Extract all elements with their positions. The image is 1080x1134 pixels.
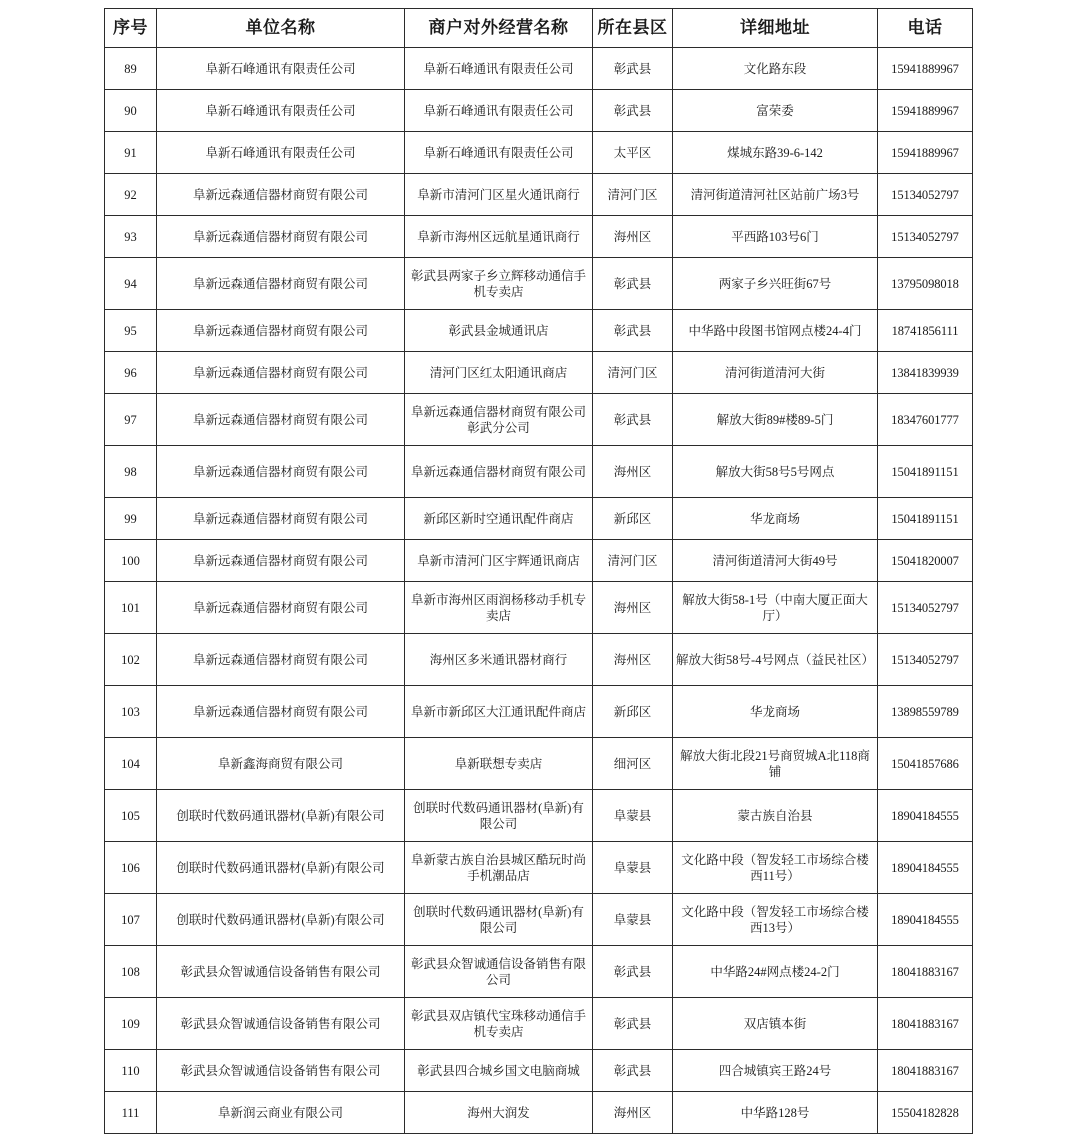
table-row [105, 540, 973, 582]
cell-unit: 彰武县众智诚通信设备销售有限公司 [157, 946, 405, 998]
table-row [105, 582, 973, 634]
column-header-unit: 单位名称 [157, 9, 405, 48]
cell-trade: 阜新远森通信器材商贸有限公司彰武分公司 [405, 394, 593, 446]
cell-county: 海州区 [593, 446, 673, 498]
table-header-row [105, 9, 973, 48]
table-row [105, 686, 973, 738]
cell-county: 彰武县 [593, 394, 673, 446]
cell-phone: 15041891151 [878, 498, 973, 540]
cell-address: 文化路中段（智发轻工市场综合楼西11号） [673, 842, 878, 894]
cell-seq: 104 [105, 738, 157, 790]
cell-phone: 13841839939 [878, 352, 973, 394]
cell-phone: 18041883167 [878, 1050, 973, 1092]
cell-seq: 101 [105, 582, 157, 634]
cell-phone: 15041891151 [878, 446, 973, 498]
cell-phone: 15041857686 [878, 738, 973, 790]
cell-address: 中华路中段图书馆网点楼24-4门 [673, 310, 878, 352]
cell-unit: 阜新鑫海商贸有限公司 [157, 738, 405, 790]
cell-unit: 阜新远森通信器材商贸有限公司 [157, 352, 405, 394]
cell-county: 彰武县 [593, 310, 673, 352]
cell-address: 文化路中段（智发轻工市场综合楼西13号） [673, 894, 878, 946]
cell-unit: 阜新远森通信器材商贸有限公司 [157, 258, 405, 310]
table-row [105, 90, 973, 132]
cell-unit: 阜新远森通信器材商贸有限公司 [157, 540, 405, 582]
cell-unit: 创联时代数码通讯器材(阜新)有限公司 [157, 842, 405, 894]
table-row [105, 48, 973, 90]
cell-unit: 阜新远森通信器材商贸有限公司 [157, 446, 405, 498]
cell-phone: 18041883167 [878, 946, 973, 998]
cell-seq: 96 [105, 352, 157, 394]
cell-seq: 102 [105, 634, 157, 686]
cell-phone: 15134052797 [878, 634, 973, 686]
cell-phone: 15941889967 [878, 48, 973, 90]
cell-unit: 彰武县众智诚通信设备销售有限公司 [157, 1050, 405, 1092]
cell-phone: 15134052797 [878, 174, 973, 216]
cell-address: 富荣委 [673, 90, 878, 132]
table-row [105, 310, 973, 352]
cell-seq: 94 [105, 258, 157, 310]
cell-address: 文化路东段 [673, 48, 878, 90]
cell-seq: 105 [105, 790, 157, 842]
cell-unit: 阜新石峰通讯有限责任公司 [157, 90, 405, 132]
cell-trade: 彰武县双店镇代宝珠移动通信手机专卖店 [405, 998, 593, 1050]
table-header [105, 9, 973, 48]
cell-unit: 阜新远森通信器材商贸有限公司 [157, 498, 405, 540]
cell-unit: 阜新远森通信器材商贸有限公司 [157, 394, 405, 446]
cell-county: 阜蒙县 [593, 842, 673, 894]
cell-phone: 15134052797 [878, 582, 973, 634]
cell-trade: 阜新石峰通讯有限责任公司 [405, 90, 593, 132]
cell-seq: 99 [105, 498, 157, 540]
cell-unit: 阜新远森通信器材商贸有限公司 [157, 686, 405, 738]
cell-county: 彰武县 [593, 90, 673, 132]
cell-county: 彰武县 [593, 48, 673, 90]
cell-seq: 109 [105, 998, 157, 1050]
cell-unit: 创联时代数码通讯器材(阜新)有限公司 [157, 894, 405, 946]
cell-phone: 18741856111 [878, 310, 973, 352]
registry-table-container [104, 8, 972, 1134]
cell-county: 海州区 [593, 1092, 673, 1134]
cell-unit: 阜新远森通信器材商贸有限公司 [157, 582, 405, 634]
cell-trade: 阜新联想专卖店 [405, 738, 593, 790]
table-row [105, 998, 973, 1050]
cell-phone: 15041820007 [878, 540, 973, 582]
cell-phone: 15941889967 [878, 90, 973, 132]
cell-seq: 103 [105, 686, 157, 738]
table-row [105, 352, 973, 394]
table-row [105, 634, 973, 686]
table-row [105, 174, 973, 216]
cell-phone: 18904184555 [878, 790, 973, 842]
cell-address: 解放大街89#楼89-5门 [673, 394, 878, 446]
cell-county: 彰武县 [593, 946, 673, 998]
cell-seq: 91 [105, 132, 157, 174]
cell-address: 两家子乡兴旺街67号 [673, 258, 878, 310]
cell-phone: 18904184555 [878, 842, 973, 894]
cell-trade: 清河门区红太阳通讯商店 [405, 352, 593, 394]
cell-phone: 18041883167 [878, 998, 973, 1050]
cell-address: 双店镇本街 [673, 998, 878, 1050]
cell-county: 新邱区 [593, 686, 673, 738]
table-row [105, 790, 973, 842]
cell-trade: 阜新石峰通讯有限责任公司 [405, 48, 593, 90]
cell-seq: 100 [105, 540, 157, 582]
table-row [105, 446, 973, 498]
cell-address: 清河街道清河社区站前广场3号 [673, 174, 878, 216]
cell-seq: 97 [105, 394, 157, 446]
cell-unit: 阜新远森通信器材商贸有限公司 [157, 634, 405, 686]
cell-address: 清河街道清河大街49号 [673, 540, 878, 582]
cell-county: 细河区 [593, 738, 673, 790]
cell-county: 海州区 [593, 582, 673, 634]
cell-trade: 阜新远森通信器材商贸有限公司 [405, 446, 593, 498]
cell-address: 华龙商场 [673, 686, 878, 738]
cell-seq: 106 [105, 842, 157, 894]
table-row [105, 258, 973, 310]
cell-trade: 新邱区新时空通讯配件商店 [405, 498, 593, 540]
cell-trade: 阜新市清河门区星火通讯商行 [405, 174, 593, 216]
cell-county: 海州区 [593, 634, 673, 686]
cell-seq: 90 [105, 90, 157, 132]
cell-trade: 创联时代数码通讯器材(阜新)有限公司 [405, 790, 593, 842]
cell-seq: 98 [105, 446, 157, 498]
cell-county: 彰武县 [593, 998, 673, 1050]
cell-phone: 15941889967 [878, 132, 973, 174]
cell-trade: 阜新市新邱区大江通讯配件商店 [405, 686, 593, 738]
cell-trade: 阜新市清河门区宇辉通讯商店 [405, 540, 593, 582]
cell-trade: 阜新石峰通讯有限责任公司 [405, 132, 593, 174]
cell-unit: 阜新石峰通讯有限责任公司 [157, 48, 405, 90]
cell-unit: 阜新远森通信器材商贸有限公司 [157, 174, 405, 216]
cell-trade: 阜新蒙古族自治县城区酷玩时尚手机潮品店 [405, 842, 593, 894]
cell-seq: 95 [105, 310, 157, 352]
registry-table [104, 8, 973, 1134]
table-row [105, 946, 973, 998]
cell-phone: 18347601777 [878, 394, 973, 446]
table-body [105, 48, 973, 1134]
cell-trade: 彰武县两家子乡立辉移动通信手机专卖店 [405, 258, 593, 310]
cell-unit: 创联时代数码通讯器材(阜新)有限公司 [157, 790, 405, 842]
cell-phone: 15504182828 [878, 1092, 973, 1134]
cell-address: 华龙商场 [673, 498, 878, 540]
cell-county: 清河门区 [593, 352, 673, 394]
cell-seq: 93 [105, 216, 157, 258]
table-row [105, 498, 973, 540]
table-row [105, 216, 973, 258]
cell-trade: 阜新市海州区远航星通讯商行 [405, 216, 593, 258]
cell-phone: 15134052797 [878, 216, 973, 258]
cell-phone: 13898559789 [878, 686, 973, 738]
cell-address: 中华路24#网点楼24-2门 [673, 946, 878, 998]
cell-address: 中华路128号 [673, 1092, 878, 1134]
cell-seq: 108 [105, 946, 157, 998]
cell-address: 平西路103号6门 [673, 216, 878, 258]
cell-seq: 110 [105, 1050, 157, 1092]
cell-address: 蒙古族自治县 [673, 790, 878, 842]
cell-unit: 阜新石峰通讯有限责任公司 [157, 132, 405, 174]
column-header-trade: 商户对外经营名称 [405, 9, 593, 48]
cell-county: 彰武县 [593, 1050, 673, 1092]
cell-unit: 阜新远森通信器材商贸有限公司 [157, 216, 405, 258]
cell-county: 太平区 [593, 132, 673, 174]
cell-county: 海州区 [593, 216, 673, 258]
cell-county: 清河门区 [593, 174, 673, 216]
cell-unit: 彰武县众智诚通信设备销售有限公司 [157, 998, 405, 1050]
cell-county: 清河门区 [593, 540, 673, 582]
cell-county: 阜蒙县 [593, 894, 673, 946]
cell-county: 阜蒙县 [593, 790, 673, 842]
table-row [105, 1092, 973, 1134]
cell-address: 解放大街58号-4号网点（益民社区） [673, 634, 878, 686]
cell-trade: 彰武县众智诚通信设备销售有限公司 [405, 946, 593, 998]
cell-county: 彰武县 [593, 258, 673, 310]
cell-address: 解放大街58号5号网点 [673, 446, 878, 498]
table-row [105, 394, 973, 446]
cell-address: 煤城东路39-6-142 [673, 132, 878, 174]
cell-trade: 彰武县金城通讯店 [405, 310, 593, 352]
cell-trade: 海州区多米通讯器材商行 [405, 634, 593, 686]
cell-phone: 13795098018 [878, 258, 973, 310]
table-row [105, 842, 973, 894]
cell-unit: 阜新远森通信器材商贸有限公司 [157, 310, 405, 352]
table-row [105, 894, 973, 946]
cell-unit: 阜新润云商业有限公司 [157, 1092, 405, 1134]
cell-seq: 92 [105, 174, 157, 216]
cell-address: 解放大街北段21号商贸城A北118商铺 [673, 738, 878, 790]
column-header-county: 所在县区 [593, 9, 673, 48]
cell-trade: 彰武县四合城乡国文电脑商城 [405, 1050, 593, 1092]
cell-seq: 111 [105, 1092, 157, 1134]
cell-county: 新邱区 [593, 498, 673, 540]
column-header-phone: 电话 [878, 9, 973, 48]
cell-trade: 海州大润发 [405, 1092, 593, 1134]
column-header-addr: 详细地址 [673, 9, 878, 48]
cell-address: 四合城镇宾王路24号 [673, 1050, 878, 1092]
table-row [105, 738, 973, 790]
cell-phone: 18904184555 [878, 894, 973, 946]
cell-address: 解放大街58-1号（中南大厦正面大厅） [673, 582, 878, 634]
column-header-seq: 序号 [105, 9, 157, 48]
table-row [105, 1050, 973, 1092]
cell-address: 清河街道清河大街 [673, 352, 878, 394]
cell-seq: 107 [105, 894, 157, 946]
cell-seq: 89 [105, 48, 157, 90]
cell-trade: 阜新市海州区雨润杨移动手机专卖店 [405, 582, 593, 634]
table-row [105, 132, 973, 174]
cell-trade: 创联时代数码通讯器材(阜新)有限公司 [405, 894, 593, 946]
